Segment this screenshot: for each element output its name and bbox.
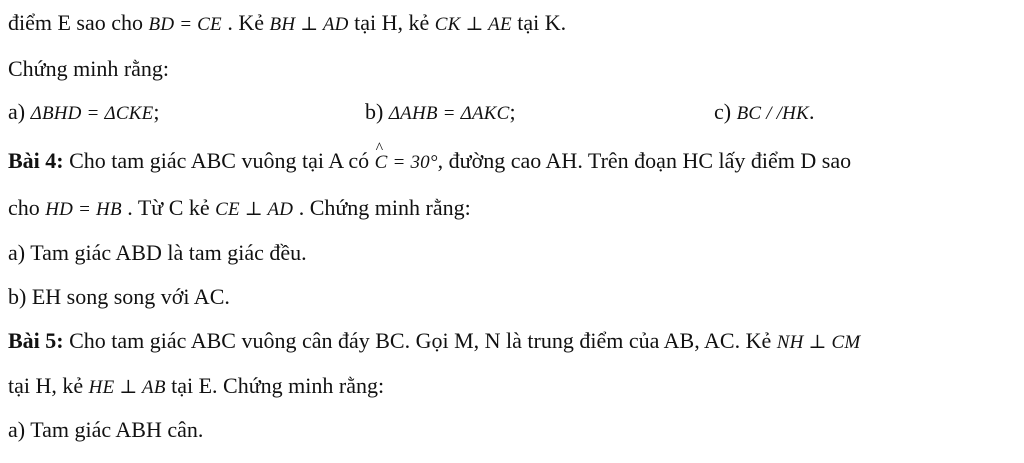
math-nh-perp-cm: NH ⊥ CM [776,332,861,353]
text: tại K. [511,10,567,35]
math-ce-perp-ad: CE ⊥ AD [215,199,294,220]
math-he-perp-ab: HE ⊥ AB [88,377,166,398]
bai4-question-a: a) Tam giác ABD là tam giác đều. [8,240,307,265]
cut-off-line [8,452,348,463]
math-triangle-ahb-akc: ΔAHB = ΔAKC [388,103,510,124]
math-bc-parallel-hk: BC / /HK [736,103,809,124]
math-ck-perp-ae: CK ⊥ AE [434,14,512,35]
bai4-title: Bài 4: [8,148,64,173]
math-bd-ce: BD = CE [148,14,222,35]
math-hd-hb: HD = HB [45,199,122,220]
part-a: a) ΔBHD = ΔCKE; [8,99,160,124]
parts-row [8,99,1008,127]
text-line-2 [8,56,169,82]
prompt-text: Chứng minh rằng: [8,56,170,81]
bai4-question-b: b) EH song song với AC. [8,284,230,309]
math-angle-c: ^ C = 30° [375,152,438,173]
text: điểm E sao cho [8,10,149,35]
bai5-question-a: a) Tam giác ABH cân. [8,417,204,442]
text-line-1 [8,10,566,38]
bai4-line-2: cho HD = HB . Từ C kẻ CE ⊥ AD . Chứng minh rằng: [8,195,471,220]
bai5-line-2: tại H, kẻ HE ⊥ AB tại E. Chứng minh rằng: [8,373,385,398]
part-c: c) BC / /HK. [714,99,815,124]
text: . Kẻ [221,10,270,35]
math-triangle-bhd-ckE: ΔBHD = ΔCKE [30,103,154,124]
bai4-line-1: Bài 4: Cho tam giác ABC vuông tại A có ^ C = 30°, đường cao AH. Trên đoạn HC lấy điểm D sao [8,148,851,176]
part-b: b) ΔAHB = ΔAKC; [365,99,516,124]
text: tại H, kẻ [348,10,435,35]
math-bh-perp-ad: BH ⊥ AD [269,14,349,35]
bai5-title: Bài 5: [8,328,64,353]
bai5-line-1: Bài 5: Cho tam giác ABC vuông cân đáy BC. Gọi M, N là trung điểm của AB, AC. Kẻ NH ⊥ CM [8,328,861,353]
